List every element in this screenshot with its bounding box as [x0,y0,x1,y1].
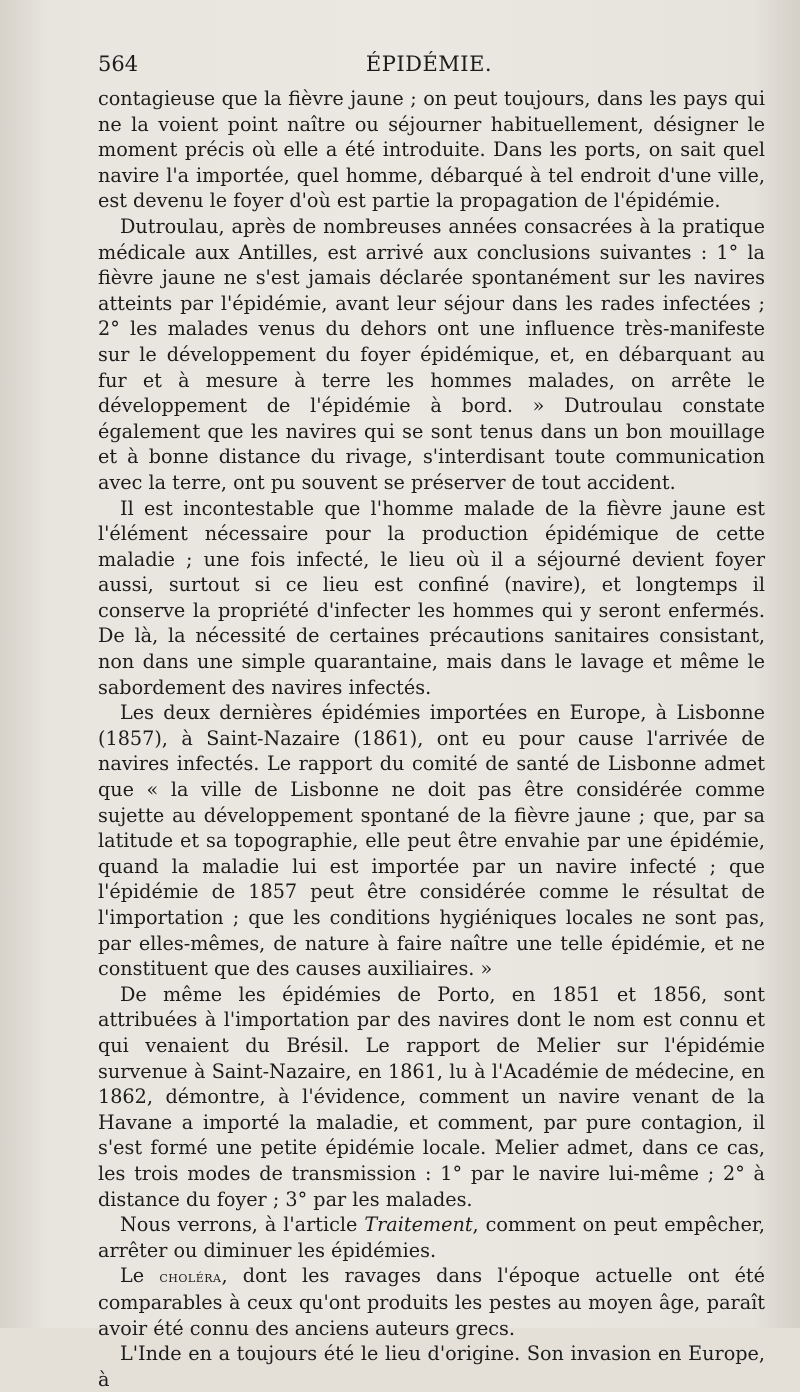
paragraph-lisbonne: Les deux dernières épidémies importées en Europe, à Lisbonne (1857), à Saint-Nazaire (1861), ont eu pour cause l'arrivée de navires infectés. Le rapport du comité de santé de Lisbonne admet que « la ville de Lisbonne ne doit pas être considérée comme sujette au développement spontané de la fièvre jaune ; que, par sa latitude et sa topographie, elle peut être envahie par une épidémie, quand la maladie lui est importée par un navire infecté ; que l'épidémie de 1857 peut être considérée comme le résultat de l'importation ; que les conditions hygiéniques locales ne sont pas, par elles-mêmes, de nature à faire naître une telle épidémie, et ne constituent que des causes auxiliaires. » [98,701,765,981]
cholera-term: choléra [159,1267,222,1287]
paragraph-porto: De même les épidémies de Porto, en 1851 et 1856, sont attribuées à l'importation par des navires dont le nom est connu et qui venaient du Brésil. Le rapport de Melier sur l'épidémie survenue à Saint-Nazaire, en 1861, lu à l'Académie de médecine, en 1862, démontre, à l'évidence, comment un navire venant de la Havane a importé la maladie, et comment, par pure contagion, il s'est formé une petite épidémie locale. Melier admet, dans ce cas, les trois modes de transmission : 1° par le navire lui-même ; 2° à distance du foyer ; 3° par les malades. [98,982,765,1211]
paragraph-incontestable: Il est incontestable que l'homme malade de la fièvre jaune est l'élément nécessaire pour la production épidémique de cette maladie ; une fois infecté, le lieu où il a séjourné devient foyer aussi, surtout si ce lieu est confiné (navire), et longtemps il conserve la propriété d'infecter les hommes qui y seront enfermés. De là, la nécessité de certaines précautions sanitaires consistant, non dans une simple quarantaine, mais dans le lavage et même le sabordement des navires infectés. [98,496,765,699]
text-run: , dont les ravages dans l'époque actuelle ont été comparables à ceux qu'ont produits les pestes au moyen âge, paraît avoir été connu des anciens auteurs grecs. [98,1264,765,1340]
paragraph-inde: L'Inde en a toujours été le lieu d'origine. Son invasion en Europe, à [98,1342,765,1391]
paragraph-contagion: contagieuse que la fièvre jaune ; on peut toujours, dans les pays qui ne la voient point naître ou séjourner habituellement, désigner le moment précis où elle a été introduite. Dans les ports, on sait quel navire l'a importée, quel homme, débarqué à tel endroit d'une ville, est devenu le foyer d'où est partie la propagation de l'épidémie. [98,87,765,213]
text-run: Le [120,1264,160,1288]
article-reference: Traitement [364,1213,473,1237]
body-text [98,86,765,1392]
paragraph-traitement [98,1212,765,1263]
running-title: ÉPIDÉMIE. [365,52,493,76]
paragraph-dutroulau: Dutroulau, après de nombreuses années consacrées à la pratique médicale aux Antilles, est arrivé aux conclusions suivantes : 1° la fièvre jaune ne s'est jamais déclarée spontanément sur les navires atteints par l'épidémie, avant leur séjour dans les rades infectées ; 2° les malades venus du dehors ont une influence très-manifeste sur le développement du foyer épidémique, et, en débarquant au fur et à mesure à terre les hommes malades, on arrête le développement de l'épidémie à bord. » Dutroulau constate également que les navires qui se sont tenus dans un bon mouillage et à bonne distance du rivage, s'interdisant toute communication avec la terre, ont pu souvent se préserver de tout accident. [98,214,765,494]
text-run: Nous verrons, à l'article [120,1213,365,1237]
page-number: 564 [98,52,139,76]
page-header [98,48,760,80]
text-run: , comment on peut empêcher, arrêter ou diminuer les épidémies. [98,1213,765,1262]
paragraph-cholera [98,1263,765,1341]
